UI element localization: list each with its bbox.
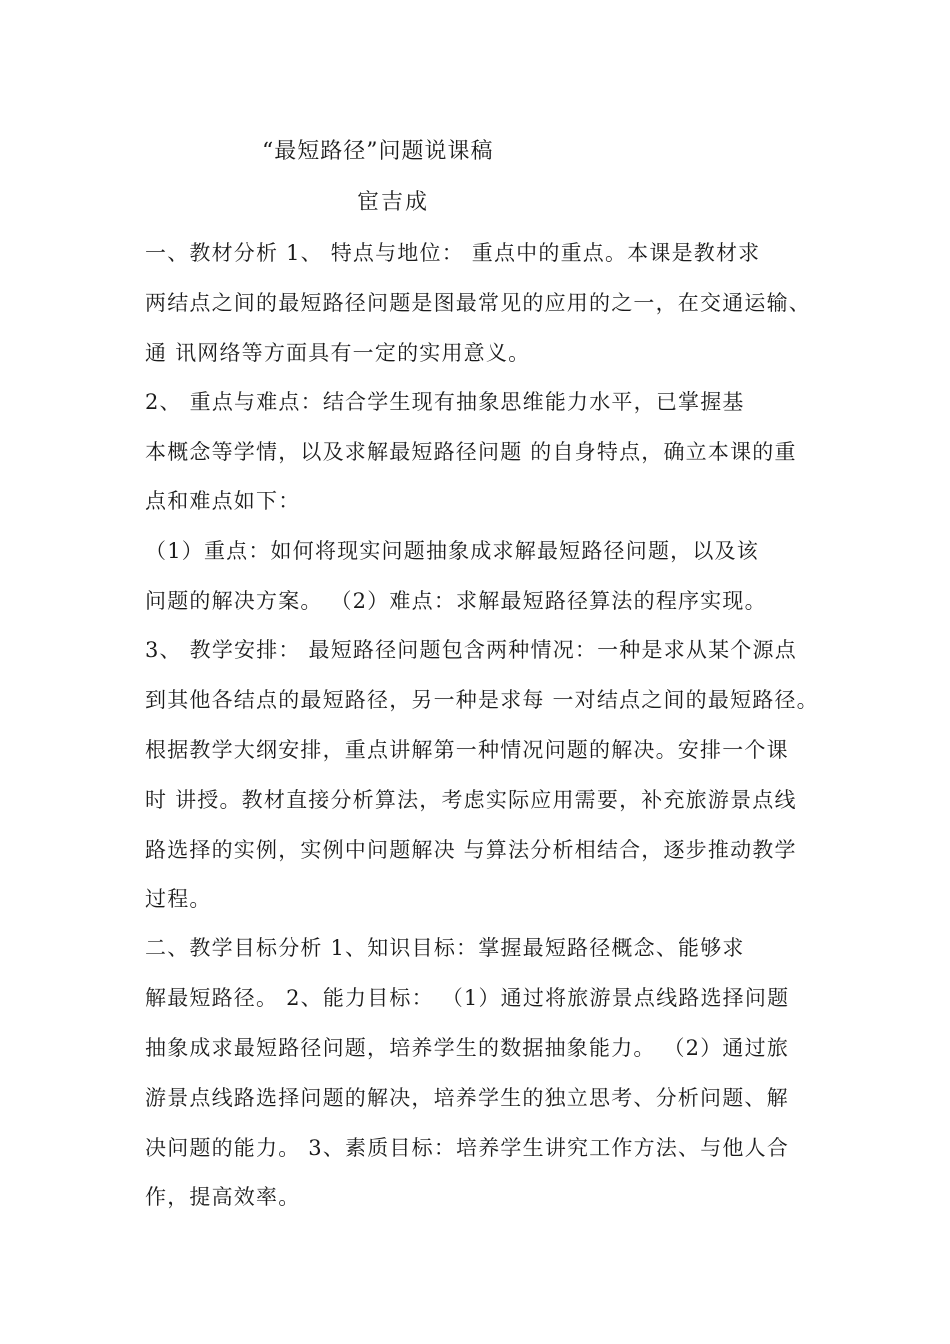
body-line: 时 讲授。教材直接分析算法，考虑实际应用需要，补充旅游景点线 [145,788,797,812]
body-line: 3、 教学安排： 最短路径问题包含两种情况：一种是求从某个源点 [145,638,797,662]
body-line: 作，提高效率。 [145,1185,301,1209]
body-line: 本概念等学情，以及求解最短路径问题 的自身特点，确立本课的重 [145,440,797,464]
body-line: 通 讯网络等方面具有一定的实用意义。 [145,341,531,365]
body-line: 决问题的能力。 3、素质目标：培养学生讲究工作方法、与他人合 [145,1136,790,1160]
body-line: 两结点之间的最短路径问题是图最常见的应用的之一，在交通运输、 [145,291,811,315]
body-line: 一、教材分析 1、 特点与地位： 重点中的重点。本课是教材求 [145,241,761,265]
body-line: 解最短路径。 2、能力目标： （1）通过将旅游景点线路选择问题 [145,986,790,1010]
body-line: 问题的解决方案。 （2）难点：求解最短路径算法的程序实现。 [145,589,767,613]
body-line: 过程。 [145,887,212,911]
document-author: 宦吉成 [357,190,430,215]
body-line: 根据教学大纲安排，重点讲解第一种情况问题的解决。安排一个课 [145,738,789,762]
body-line: 游景点线路选择问题的解决，培养学生的独立思考、分析问题、解 [145,1086,789,1110]
document-title: “最短路径”问题说课稿 [262,139,494,164]
body-line: 路选择的实例，实例中问题解决 与算法分析相结合，逐步推动教学 [145,838,797,862]
body-line: 点和难点如下： [145,489,301,513]
body-line: 到其他各结点的最短路径，另一种是求每 一对结点之间的最短路径。 [145,688,819,712]
body-line: 2、 重点与难点：结合学生现有抽象思维能力水平，已掌握基 [145,390,745,414]
body-line: （1）重点：如何将现实问题抽象成求解最短路径问题，以及该 [145,539,759,563]
body-line: 二、教学目标分析 1、知识目标：掌握最短路径概念、能够求 [145,936,745,960]
body-line: 抽象成求最短路径问题，培养学生的数据抽象能力。 （2）通过旅 [145,1036,790,1060]
